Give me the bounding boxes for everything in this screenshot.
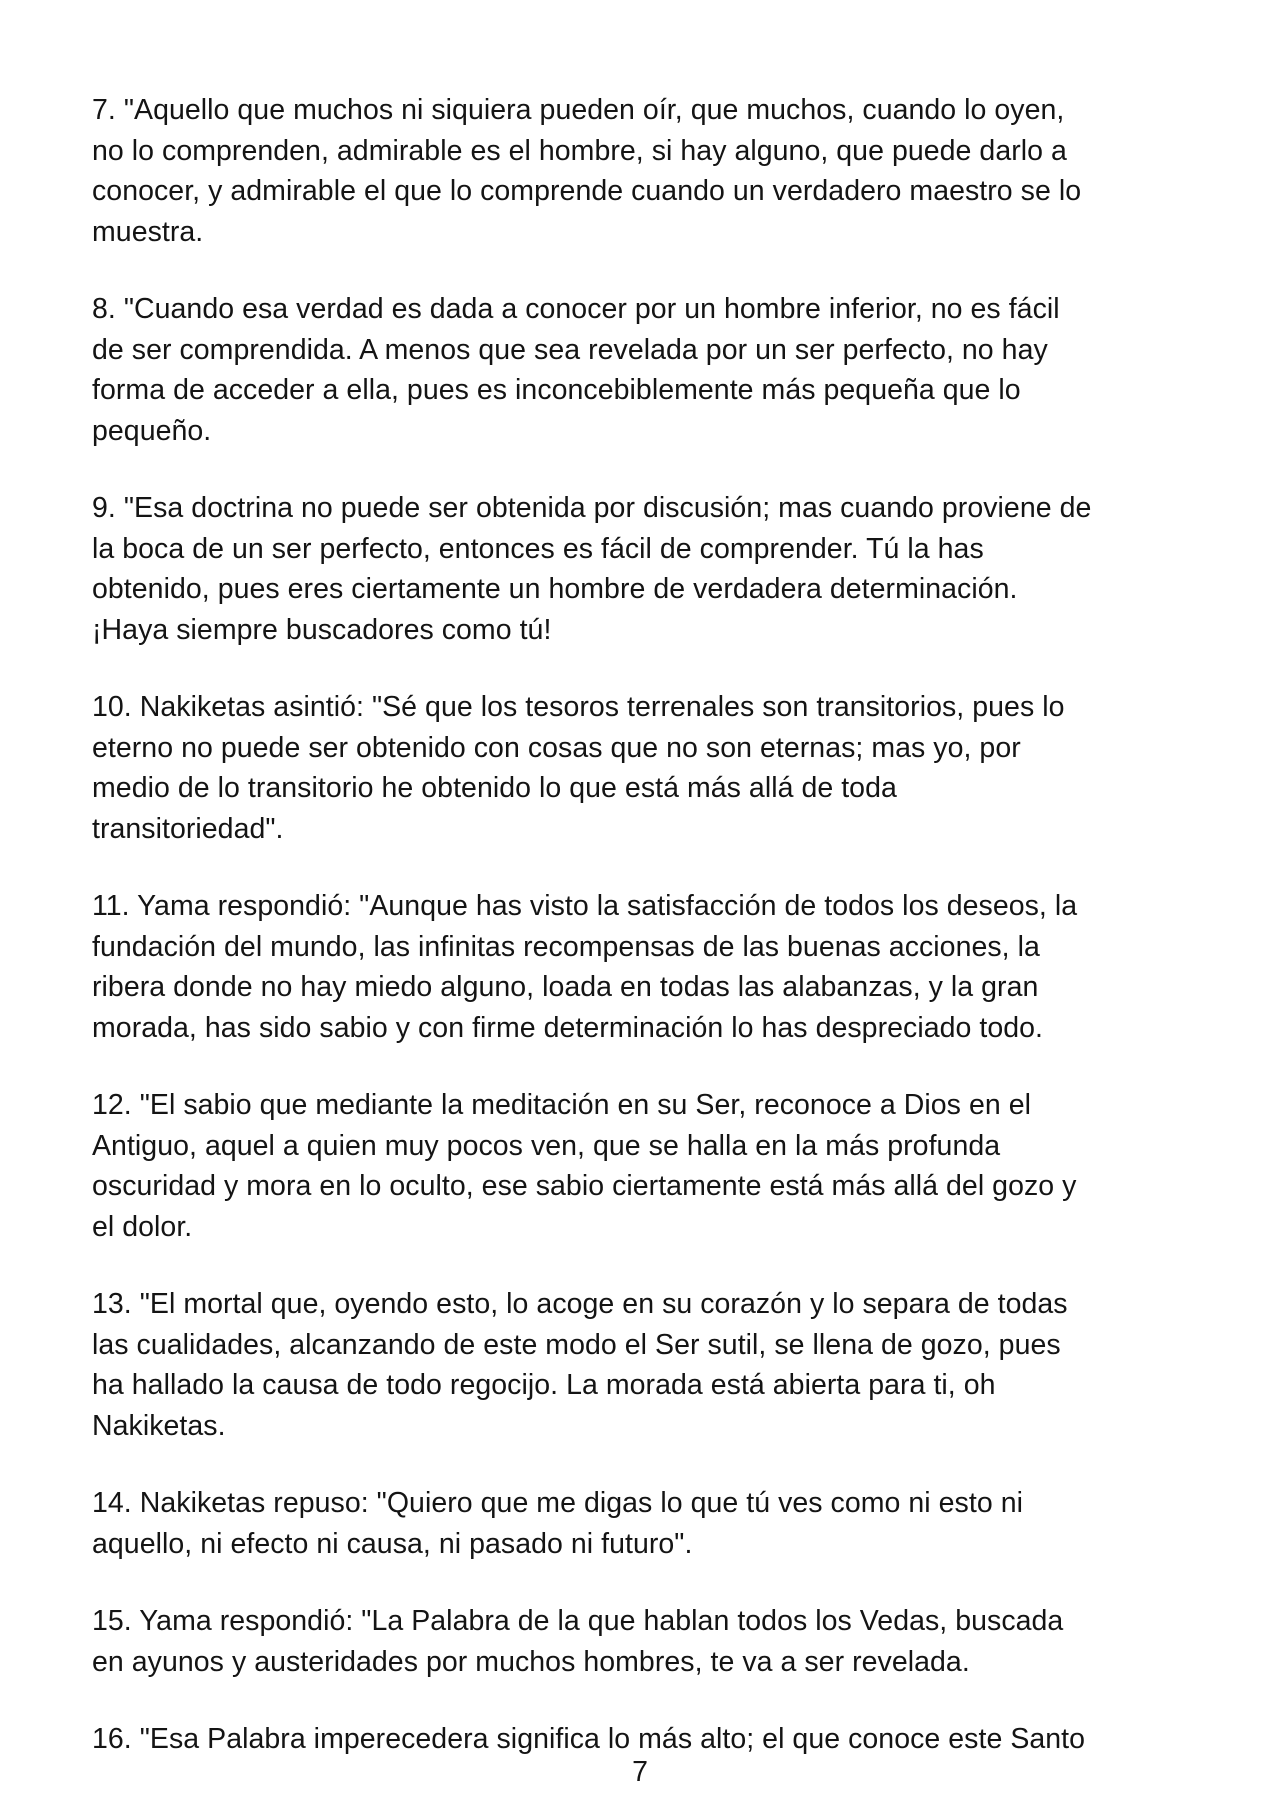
- text-line: 12. "El sabio que mediante la meditación en su Ser, reconoce a Dios en el: [92, 1089, 1032, 1121]
- text-line: 8. "Cuando esa verdad es dada a conocer por un hombre inferior, no es fácil: [92, 293, 1060, 325]
- text-line: eterno no puede ser obtenido con cosas que no son eternas; mas yo, por: [92, 731, 1021, 764]
- text-line: fundación del mundo, las infinitas recompensas de las buenas acciones, la: [92, 930, 1040, 963]
- text-line: 14. Nakiketas repuso: "Quiero que me digas lo que tú ves como ni esto ni: [92, 1487, 1023, 1519]
- text-line: forma de acceder a ella, pues es inconcebiblemente más pequeña que lo: [92, 374, 1021, 406]
- text-line: morada, has sido sabio y con firme determinación lo has despreciado todo.: [92, 1011, 1044, 1044]
- text-line: 13. "El mortal que, oyendo esto, lo acoge en su corazón y lo separa de todas: [92, 1288, 1068, 1320]
- text-line: muestra.: [92, 215, 204, 248]
- text-line: las cualidades, alcanzando de este modo el Ser sutil, se llena de gozo, pues: [92, 1328, 1061, 1361]
- paragraph-13: [92, 1284, 1192, 1446]
- text-line: obtenido, pues eres ciertamente un hombre de verdadera determinación.: [92, 573, 1018, 605]
- text-line: ribera donde no hay miedo alguno, loada en todas las alabanzas, y la gran: [92, 971, 1039, 1003]
- text-line: de ser comprendida. A menos que sea revelada por un ser perfecto, no hay: [92, 333, 1048, 366]
- paragraph-11: [92, 886, 1192, 1048]
- paragraph-14: [92, 1483, 1192, 1564]
- text-line: 15. Yama respondió: "La Palabra de la que hablan todos los Vedas, buscada: [92, 1605, 1064, 1637]
- text-line: 10. Nakiketas asintió: "Sé que los tesoros terrenales son transitorios, pues lo: [92, 691, 1065, 723]
- paragraph-7: [92, 90, 1192, 252]
- text-line: transitoriedad".: [92, 812, 284, 845]
- text-line: 16. "Esa Palabra imperecedera significa lo más alto; el que conoce este Santo: [92, 1723, 1086, 1755]
- text-line: 7. "Aquello que muchos ni siquiera pueden oír, que muchos, cuando lo oyen,: [92, 94, 1065, 126]
- text-line: ha hallado la causa de todo regocijo. La morada está abierta para ti, oh: [92, 1369, 996, 1401]
- paragraph-15: [92, 1601, 1192, 1682]
- text-line: Antiguo, aquel a quien muy pocos ven, que se halla en la más profunda: [92, 1129, 1001, 1162]
- text-line: el dolor.: [92, 1210, 193, 1243]
- text-line: la boca de un ser perfecto, entonces es fácil de comprender. Tú la has: [92, 532, 984, 565]
- text-line: 11. Yama respondió: "Aunque has visto la satisfacción de todos los deseos, la: [92, 890, 1078, 922]
- text-line: ¡Haya siempre buscadores como tú!: [92, 613, 552, 646]
- page-body: [92, 90, 1192, 1797]
- page-number: 7: [632, 1756, 648, 1788]
- paragraph-9: [92, 488, 1192, 650]
- text-line: oscuridad y mora en lo oculto, ese sabio ciertamente está más allá del gozo y: [92, 1170, 1077, 1202]
- text-line: Nakiketas.: [92, 1409, 226, 1442]
- paragraph-10: [92, 687, 1192, 849]
- text-line: pequeño.: [92, 414, 212, 447]
- text-line: 9. "Esa doctrina no puede ser obtenida por discusión; mas cuando proviene de: [92, 492, 1092, 524]
- text-line: no lo comprenden, admirable es el hombre, si hay alguno, que puede darlo a: [92, 134, 1067, 167]
- text-line: aquello, ni efecto ni causa, ni pasado ni futuro".: [92, 1527, 693, 1560]
- text-line: medio de lo transitorio he obtenido lo que está más allá de toda: [92, 772, 897, 804]
- text-line: conocer, y admirable el que lo comprende cuando un verdadero maestro se lo: [92, 175, 1082, 207]
- paragraph-8: [92, 289, 1192, 451]
- paragraph-12: [92, 1085, 1192, 1247]
- text-line: en ayunos y austeridades por muchos hombres, te va a ser revelada.: [92, 1645, 970, 1678]
